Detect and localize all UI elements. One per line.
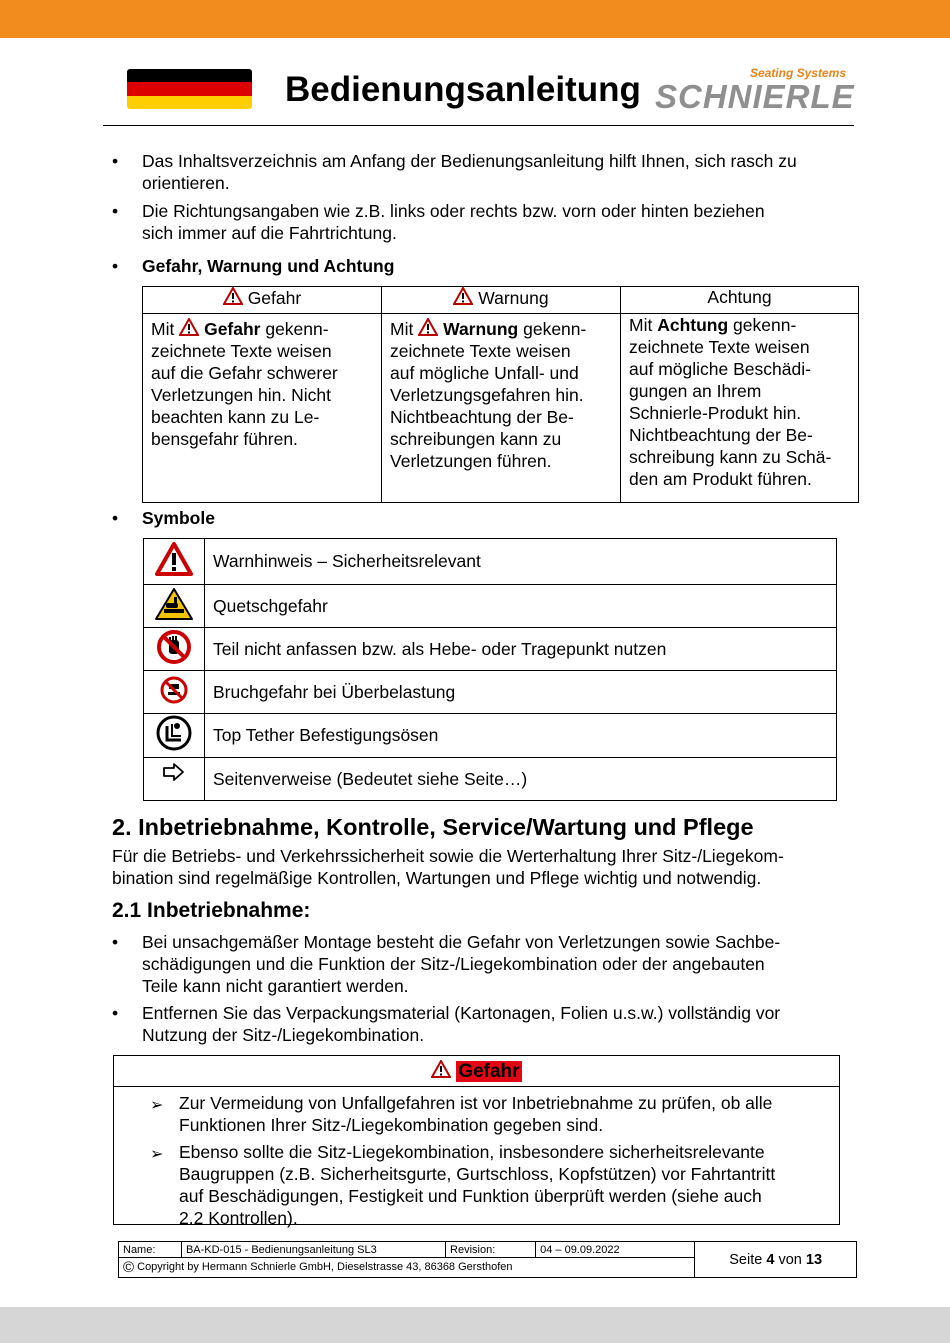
table-row [144,758,837,801]
bottom-grey-bar [0,1307,950,1343]
danger-box [113,1055,840,1228]
section-2-paragraph: Für die Betriebs- und Verkehrssicherheit sowie die Werterhaltung Ihrer Sitz-/Liegekom- bination sind regelmäßige Kontrollen, Wartungen und Pflege wichtig und notwendig. [112,846,784,888]
danger-item-1: Zur Vermeidung von Unfallgefahren ist vor Inbetriebnahme zu prüfen, ob alle Funktionen Ihrer Sitz-/Liegekombination gegeben sind. [179,1093,773,1135]
warning-triangle-icon [418,318,438,336]
danger-label: Gefahr [458,1060,520,1082]
warning-triangle-icon [453,287,473,305]
table-row [144,628,837,671]
symbole-heading: Symbole [142,508,215,528]
footer-name-label: Name: [119,1242,182,1258]
footer-name-value: BA-KD-015 - Bedienungsanleitung SL3 [181,1242,445,1258]
symbol-text: Quetschgefahr [205,585,837,628]
warnung-description: Mit Warnung gekenn- zeichnete Texte weisen auf mögliche Unfall- und Verletzungsgefahren hin. Nichtbeachtung der Be- schreibungen kann zu Verletzungen führen. [382,314,621,503]
arrow-bullet-icon: ➢ [150,1146,164,1163]
section-2-1-bullet-2: Entfernen Sie das Verpackungsmaterial (Kartonagen, Folien u.s.w.) vollständig vor Nutzung der Sitz-/Liegekombination. [142,1003,781,1045]
warning-triangle-icon [431,1060,451,1078]
table-row [144,539,837,585]
danger-box-header [114,1056,840,1087]
symbol-icon-cell [144,628,205,671]
gefahr-header: Gefahr [143,287,382,314]
hazard-levels-table [142,286,859,503]
page-footer [118,1241,857,1278]
logo-wordmark: SCHNIERLE [655,78,855,115]
logo-subtitle: Seating Systems [749,66,846,80]
schnierle-logo [655,66,855,115]
warning-triangle-icon [155,542,193,576]
no-touch-icon [156,629,192,665]
copyright-icon: © [123,1259,135,1276]
bullet-dot: • [112,508,119,528]
top-tether-icon [155,714,193,752]
document-title: Bedienungsanleitung [285,70,641,109]
section-2-heading: 2. Inbetriebnahme, Kontrolle, Service/Wartung und Pflege [112,814,754,840]
section-2-1-bullet-1: Bei unsachgemäßer Montage besteht die Gefahr von Verletzungen sowie Sachbe- schädigungen und die Funktion der Sitz-/Liegekombination oder der angebauten Teile kann nicht garantiert werden. [142,932,781,996]
header-divider [103,125,854,126]
symbol-text: Warnhinweis – Sicherheitsrelevant [205,539,837,585]
achtung-description: Mit Achtung gekenn- zeichnete Texte weisen auf mögliche Beschädi- gungen an Ihrem Schnierle-Produkt hin. Nichtbeachtung der Be- schreibung kann zu Schä- den am Produkt führen. [621,314,859,503]
symbol-icon-cell [144,539,205,585]
gwa-heading: Gefahr, Warnung und Achtung [142,256,395,276]
symbols-table [143,538,837,801]
symbol-icon-cell [144,585,205,628]
symbol-icon-cell [144,758,205,801]
footer-revision-label: Revision: [446,1242,536,1258]
symbol-text: Teil nicht anfassen bzw. als Hebe- oder Tragepunkt nutzen [205,628,837,671]
crush-hazard-icon [154,587,194,621]
symbol-text: Top Tether Befestigungsösen [205,714,837,758]
gefahr-description: Mit Gefahr gekenn- zeichnete Texte weisen auf die Gefahr schwerer Verletzungen hin. Nicht beachten kann zu Le- bensgefahr führen. [143,314,382,503]
achtung-header: Achtung [621,287,859,314]
table-row [144,585,837,628]
intro-bullet-1: Das Inhaltsverzeichnis am Anfang der Bedienungsanleitung hilft Ihnen, sich rasch zu orientieren. [142,151,797,193]
bullet-dot: • [112,256,119,276]
top-orange-bar [0,0,950,38]
section-2-1-heading: 2.1 Inbetriebnahme: [112,899,311,922]
warning-triangle-icon [223,287,243,305]
symbol-icon-cell [144,671,205,714]
bullet-dot: • [112,201,119,221]
page-number: Seite 4 von 13 [695,1242,857,1278]
bullet-dot: • [112,932,119,952]
danger-box-content [114,1087,840,1228]
table-row [144,671,837,714]
intro-bullet-2: Die Richtungsangaben wie z.B. links oder rechts bzw. vorn oder hinten beziehen sich immer auf die Fahrtrichtung. [142,201,765,243]
warning-triangle-icon [179,318,199,336]
footer-revision-value: 04 – 09.09.2022 [536,1242,695,1258]
page-reference-arrow-icon [162,762,186,782]
symbol-text: Seitenverweise (Bedeutet siehe Seite…) [205,758,837,801]
symbol-icon-cell [144,714,205,758]
symbol-text: Bruchgefahr bei Überbelastung [205,671,837,714]
no-overload-icon [159,675,189,705]
bullet-dot: • [112,151,119,171]
bullet-dot: • [112,1003,119,1023]
warnung-header: Warnung [382,287,621,314]
danger-item-2: Ebenso sollte die Sitz-Liegekombination, insbesondere sicherheitsrelevante Baugruppen (z.B. Sicherheitsgurte, Gurtschloss, Kopfstützen) vor Fahrtantritt auf Beschädigungen, Festigkeit und Funktion überprüft werden (siehe auch 2.2 Kontrollen). [179,1142,776,1228]
footer-copyright: © Copyright by Hermann Schnierle GmbH, Dieselstrasse 43, 86368 Gersthofen [119,1258,695,1278]
arrow-bullet-icon: ➢ [150,1097,164,1114]
german-flag-icon [127,69,252,109]
table-row [144,714,837,758]
